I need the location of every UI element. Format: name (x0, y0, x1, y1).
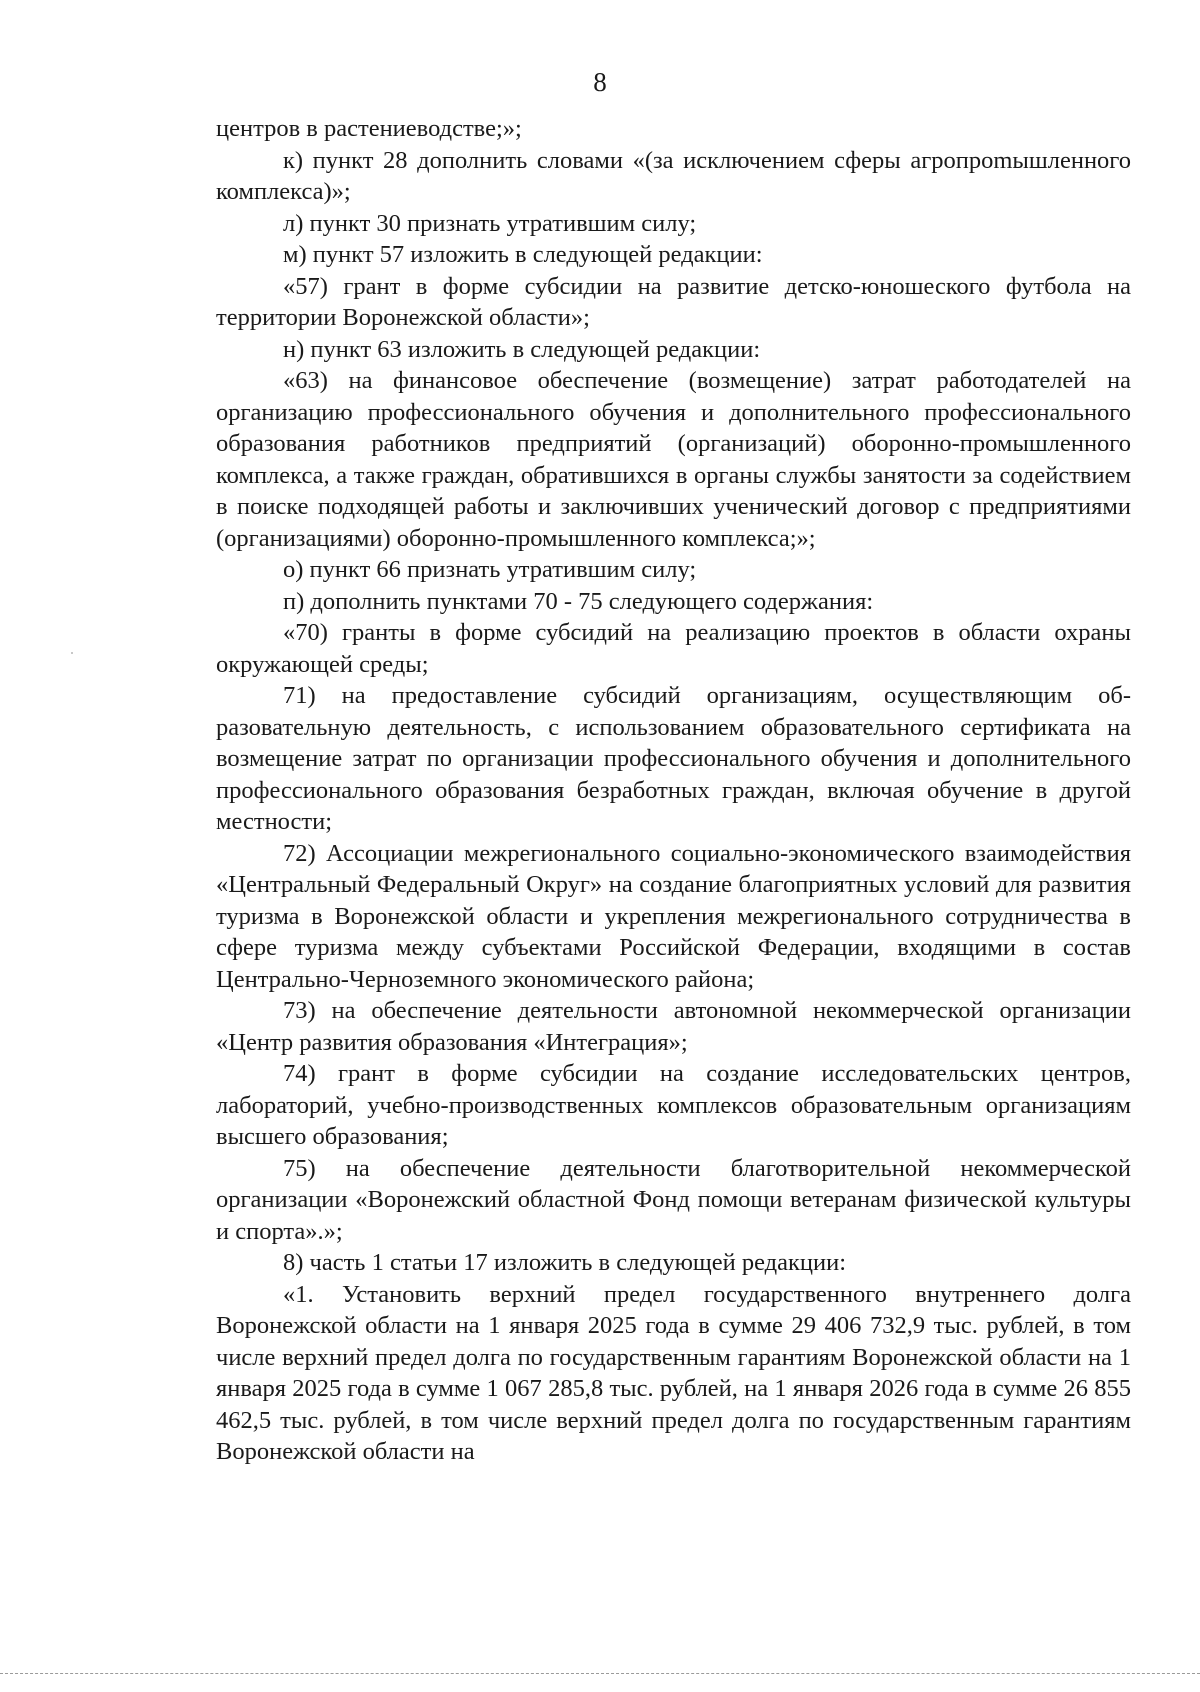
paragraph-clause-74: 74) грант в форме субсидии на создание исследовательских центров, лабораторий, учебно-производственных комплексов образовательным организациям высшего образования; (216, 1060, 1131, 1150)
scan-bottom-edge (0, 1673, 1200, 1674)
paragraph-item-8: 8) часть 1 статьи 17 изложить в следующей редакции: (283, 1249, 847, 1276)
paragraph-item-n: н) пункт 63 изложить в следующей редакции: (283, 335, 761, 363)
paragraph-clause-63: «63) на финансовое обеспечение (возмещение) затрат работодателей на организацию профессионального обучения и дополнительного профессионального образования работников предприятий (организаций) оборонно-промышленного комплекса, а также граждан, обратившихся в органы службы занятости за содействием в поиске подходящей работы и заключивших ученический договор с предприятиями (организациями) оборонно-промышленного комплекса;»; (216, 367, 1131, 552)
paragraph-item-l: л) пункт 30 признать утратившим силу; (283, 209, 697, 237)
paragraph-clause-57: «57) грант в форме субсидии на развитие детско-юношеского футбола на территории Воронежской области»; (216, 272, 1131, 331)
page-number: 8 (593, 67, 607, 97)
paragraph-article-17-part-1: «1. Установить верхний предел государственного внутреннего долга Воронежской области на 1 января 2025 года в сумме 29 406 732,9 тыс. рублей, в том числе верхний предел долга по государственным гарантиям Воронежской области на 1 января 2025 года в сумме 1 067 285,8 тыс. рублей, на 1 января 2026 года в сумме 26 855 462,5 тыс. рублей, в том числе верхний предел долга по государственным гарантиям Воронежской области на (216, 1280, 1131, 1465)
paragraph-item-p: п) дополнить пунктами 70 - 75 следующего содержания: (283, 587, 874, 615)
paragraph-clause-72: 72) Ассоциации межрегионального социально-экономического взаимодействия «Центральный Федеральный Округ» на создание благоприятных условий для развития туризма в Воронежской области и укрепления межрегионального сотрудничества в сфере туризма между субъектами Российской Федерации, входящими в состав Центрально-Черноземного экономического района; (216, 839, 1131, 993)
paragraph-clause-71: 71) на предоставление субсидий организациям, осуществляющим образовательную деятельность, с использованием образовательного сертификата на возмещение затрат по организации профессионального обучения и дополнительного профессионального образования безработных граждан, включая обучение в другой местности; (216, 682, 1131, 835)
paragraph-item-k: к) пункт 28 дополнить словами «(за исключением сферы агропроmышленного комплекса)»; (216, 146, 1131, 205)
paragraph-item-o: о) пункт 66 признать утратившим силу; (283, 556, 697, 583)
paragraph-clause-70: «70) гранты в форме субсидий на реализацию проектов в области охраны окружающей среды; (216, 619, 1131, 678)
document-body (216, 113, 1131, 1468)
paragraph-clause-75: 75) на обеспечение деятельности благотворительной некоммерческой организации «Воронежский областной Фонд помощи ветеранам физической культуры и спорта».»; (216, 1154, 1131, 1245)
paragraph-clause-73: 73) на обеспечение деятельности автономной некоммерческой организации «Центр развития образования «Интеграция»; (216, 997, 1131, 1056)
scan-speck (71, 652, 73, 654)
paragraph-item-m: м) пункт 57 изложить в следующей редакции: (283, 241, 763, 268)
paragraph-continuation: центров в растениеводстве;»; (216, 115, 522, 142)
